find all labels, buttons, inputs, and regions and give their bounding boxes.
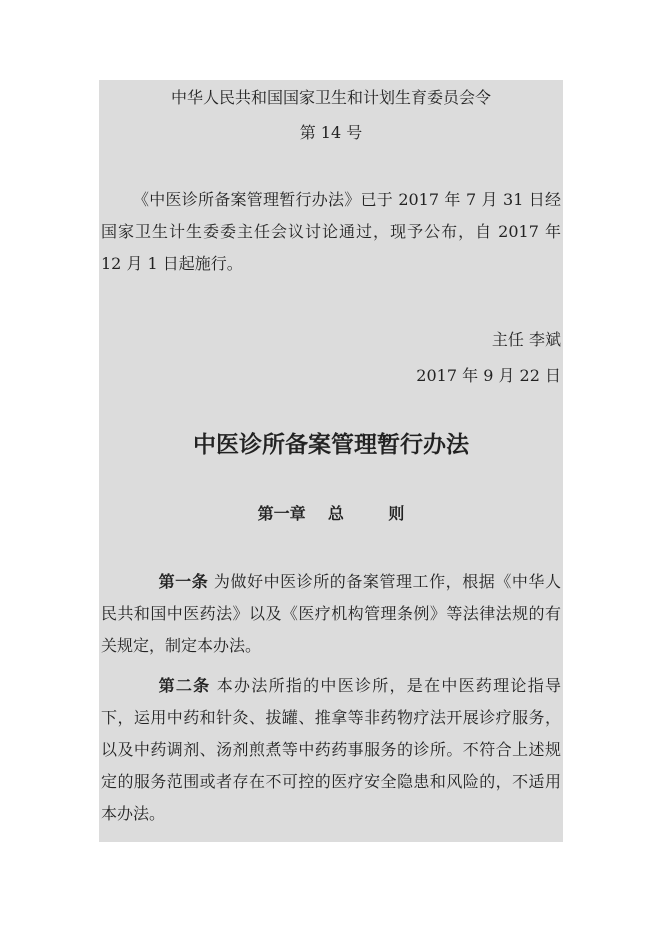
order-issuer: 中华人民共和国国家卫生和计划生育委员会令	[170, 88, 491, 107]
chapter-heading: 第一章 总 则	[257, 504, 405, 523]
article-1-text: 为做好中医诊所的备案管理工作，根据《中华人民共和国中医药法》以及《医疗机构管理条例》等法律法规的有关规定，制定本办法。	[101, 572, 561, 655]
article-2-label: 第二条	[158, 676, 211, 695]
order-number: 第 14 号	[299, 123, 363, 142]
article-1	[101, 566, 561, 662]
signing-date: 2017 年 9 月 22 日	[416, 366, 561, 385]
article-2-text: 本办法所指的中医诊所，是在中医药理论指导下，运用中药和针灸、拔罐、推拿等非药物疗法开展诊疗服务，以及中药调剂、汤剂煎煮等中药药事服务的诊所。不符合上述规定的服务范围或者存在不可控的医疗安全隐患和风险的，不适用本办法。	[101, 676, 561, 823]
article-2	[101, 670, 561, 830]
signer: 主任 李斌	[491, 330, 561, 349]
regulation-title: 中医诊所备案管理暂行办法	[193, 432, 469, 458]
announcement-paragraph: 《中医诊所备案管理暂行办法》已于 2017 年 7 月 31 日经国家卫生计生委委主任会议讨论通过，现予公布，自 2017 年 12 月 1 日起施行。	[101, 190, 561, 273]
article-1-label: 第一条	[158, 572, 209, 591]
document-page	[99, 80, 563, 842]
